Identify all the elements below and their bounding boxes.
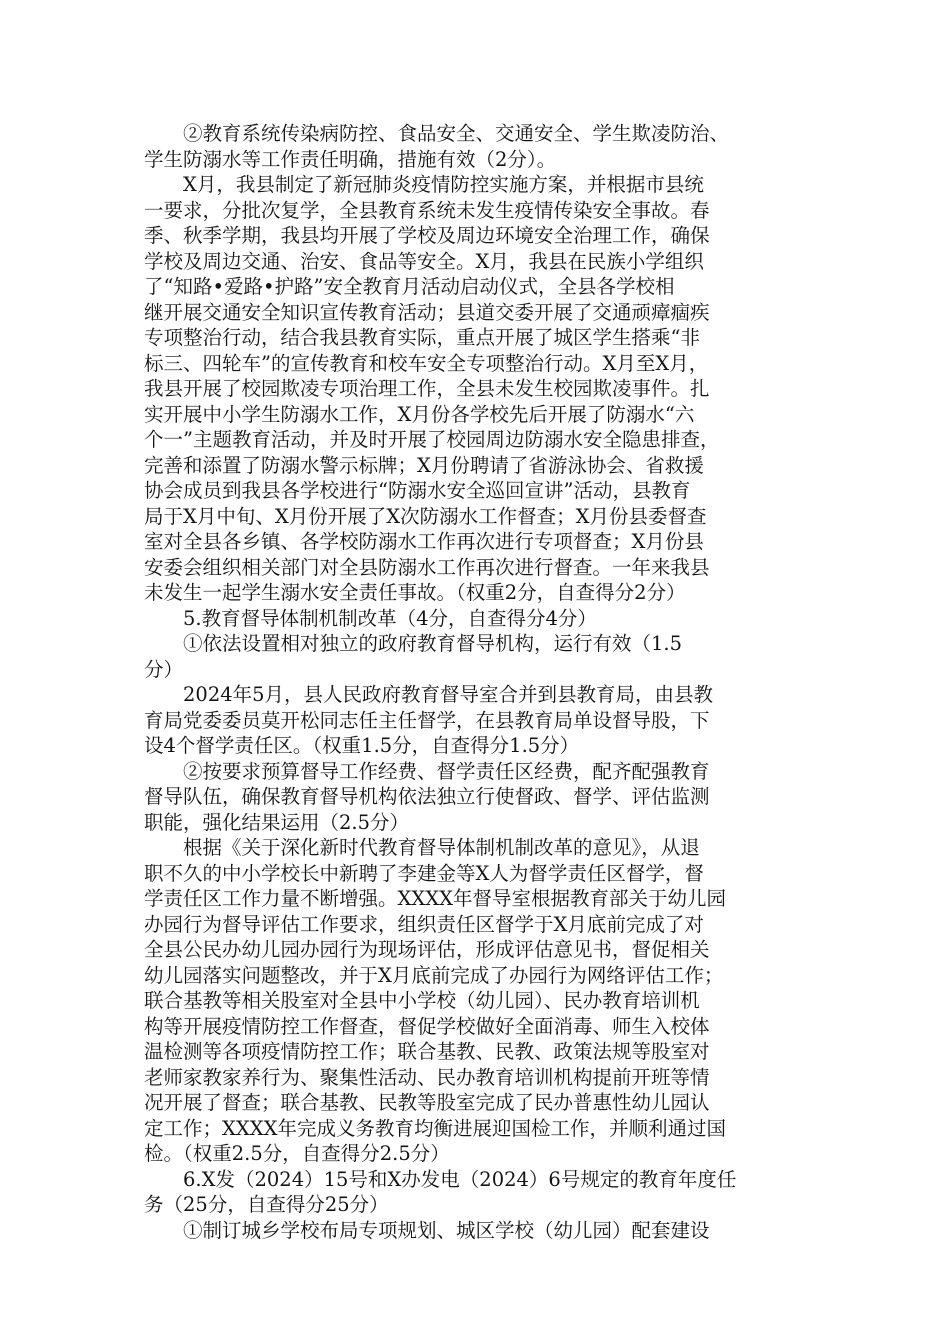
text-line: ②按要求预算督导工作经费、督学责任区经费，配齐配强教育 (144, 759, 710, 783)
text-line: 督导队伍，确保教育督导机构依法独立行使督政、督学、评估监测 (144, 785, 710, 808)
text-line: 专项整治行动，结合我县教育实际，重点开展了城区学生搭乘“非 (144, 326, 700, 349)
text-line: 学校及周边交通、治安、食品等安全。X月，我县在民族小学组织 (144, 249, 704, 273)
text-line: ②教育系统传染病防控、食品安全、交通安全、学生欺凌防治、 (144, 122, 730, 145)
text-line: 继开展交通安全知识宣传教育活动；县道交委开展了交通顽瘴痼疾 (144, 300, 710, 324)
text-line: 协会成员到我县各学校进行“防溺水安全巡回宣讲”活动，县教育 (144, 479, 691, 502)
text-line: 构等开展疫情防控工作督查，督促学校做好全面消毒、师生入校体 (144, 1014, 710, 1038)
text-line: 根据《关于深化新时代教育督导体制机制改革的意见》，从退 (144, 836, 700, 859)
text-line: X月，我县制定了新冠肺炎疫情防控实施方案，并根据市县统 (144, 173, 704, 196)
text-line: 学生防溺水等工作责任明确，措施有效（2分）。 (144, 147, 557, 171)
text-line: 我县开展了校园欺凌专项治理工作，全县未发生校园欺凌事件。扎 (144, 377, 710, 400)
text-line: 未发生一起学生溺水安全责任事故。（权重2分，自查得分2分） (144, 581, 686, 604)
text-line: 标三、四轮车”的宣传教育和校车安全专项整治行动。X月至X月， (144, 351, 709, 375)
text-line: 一要求，分批次复学，全县教育系统未发生疫情传染安全事故。春 (144, 198, 710, 222)
text-line: 2024年5月，县人民政府教育督导室合并到县教育局，由县教 (144, 683, 714, 706)
text-line: 联合基教等相关股室对全县中小学校（幼儿园）、民办教育培训机 (144, 989, 700, 1012)
text-line: 安委会组织相关部门对全县防溺水工作再次进行督查。一年来我县 (144, 555, 710, 579)
text-line: 育局党委委员莫开松同志任主任督学，在县教育局单设督导股，下 (144, 708, 710, 732)
text-line: 职不久的中小学校长中新聘了李建金等X人为督学责任区督学，督 (144, 861, 704, 885)
text-line: 职能，强化结果运用（2.5分） (144, 810, 410, 834)
text-line: 个一”主题教育活动，并及时开展了校园周边防溺水安全隐患排查， (144, 428, 720, 451)
text-line: 局于X月中旬、X月份开展了X次防溺水工作督查；X月份县委督查 (144, 504, 707, 528)
text-line: 实开展中小学生防溺水工作，X月份各学校先后开展了防溺水“六 (144, 402, 695, 426)
text-line: 学责任区工作力量不断增强。XXXX年督导室根据教育部关于幼儿园 (144, 887, 727, 910)
text-line: 5.教育督导体制机制改革（4分，自查得分4分） (144, 606, 597, 630)
text-line: 务（25分，自查得分25分） (144, 1193, 389, 1216)
document-body (144, 121, 836, 1243)
text-line: ①依法设置相对独立的政府教育督导机构，运行有效（1.5 (144, 632, 683, 655)
text-line: 6.X发（2024）15号和X办发电（2024）6号规定的教育年度任 (144, 1167, 737, 1191)
text-line: 幼儿园落实问题整改，并于X月底前完成了办园行为网络评估工作； (144, 963, 724, 987)
text-line: 定工作；XXXX年完成义务教育均衡进展迎国检工作，并顺利通过国 (144, 1116, 727, 1140)
text-line: 老师家教家养行为、聚集性活动、民办教育培训机构提前开班等情 (144, 1065, 710, 1089)
text-line: 季、秋季学期，我县均开展了学校及周边环境安全治理工作，确保 (144, 224, 710, 247)
text-line: 室对全县各乡镇、各学校防溺水工作再次进行专项督查；X月份县 (144, 530, 704, 553)
text-line: 完善和添置了防溺水警示标牌；X月份聘请了省游泳协会、省救援 (144, 453, 704, 477)
text-line: 温检测等各项疫情防控工作；联合基教、民教、政策法规等股室对 (144, 1040, 710, 1063)
text-line: 办园行为督导评估工作要求，组织责任区督学于X月底前完成了对 (144, 912, 704, 936)
text-line: 了“知路•爱路•护路”安全教育月活动启动仪式，全县各学校相 (144, 275, 675, 298)
text-line: ①制订城乡学校布局专项规划、城区学校（幼儿园）配套建设 (144, 1218, 710, 1242)
text-line: 全县公民办幼儿园办园行为现场评估，形成评估意见书，督促相关 (144, 938, 710, 961)
text-line: 分） (144, 657, 184, 681)
text-line: 况开展了督查；联合基教、民教等股室完成了民办普惠性幼儿园认 (144, 1091, 710, 1114)
text-line: 检。（权重2.5分，自查得分2.5分） (144, 1142, 450, 1165)
text-line: 设4个督学责任区。（权重1.5分，自查得分1.5分） (144, 734, 580, 757)
